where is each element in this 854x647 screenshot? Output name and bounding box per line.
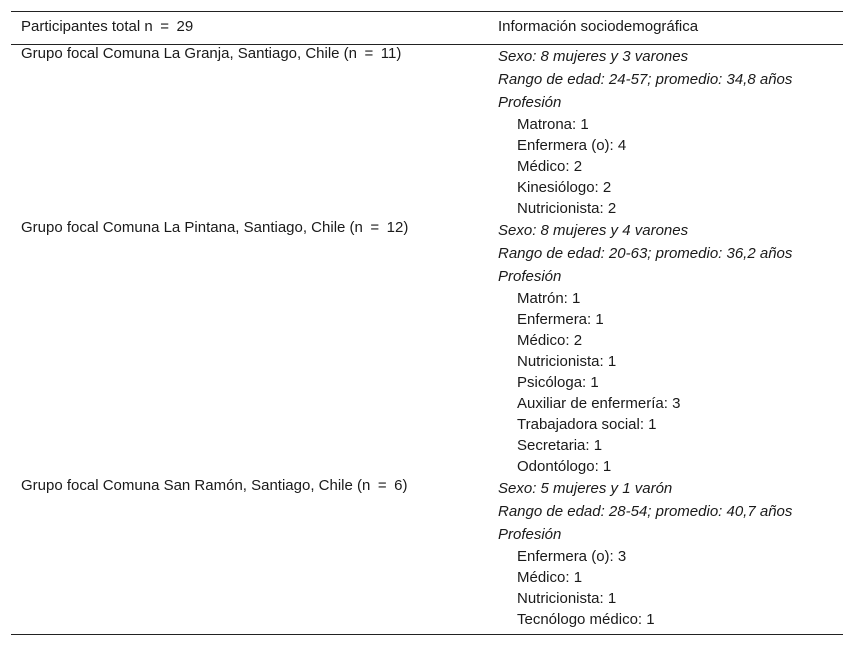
group-age: Rango de edad: 20-63; promedio: 36,2 años <box>498 245 793 262</box>
profession-item: Enfermera (o): 4 <box>517 137 627 154</box>
group-age: Rango de edad: 28-54; promedio: 40,7 años <box>498 503 793 520</box>
profession-item: Psicóloga: 1 <box>517 374 599 391</box>
group-sex: Sexo: 8 mujeres y 4 varones <box>498 222 689 239</box>
profession-item: Trabajadora social: 1 <box>517 416 657 433</box>
group-name: Grupo focal Comuna La Granja, Santiago, Chile (n = 11) <box>21 45 402 62</box>
profession-item: Secretaria: 1 <box>517 437 603 454</box>
profession-item: Matrona: 1 <box>517 116 589 133</box>
profession-item: Enfermera (o): 3 <box>517 548 627 565</box>
profession-item: Médico: 2 <box>517 332 583 349</box>
table-header <box>11 12 843 44</box>
profession-item: Médico: 2 <box>517 158 583 175</box>
group-name: Grupo focal Comuna San Ramón, Santiago, Chile (n = 6) <box>21 477 408 494</box>
group-profession-label: Profesión <box>498 268 562 285</box>
participants-table <box>11 11 843 45</box>
group-profession-label: Profesión <box>498 94 562 111</box>
profession-item: Enfermera: 1 <box>517 311 604 328</box>
profession-item: Matrón: 1 <box>517 290 581 307</box>
profession-item: Auxiliar de enfermería: 3 <box>517 395 681 412</box>
profession-item: Kinesiólogo: 2 <box>517 179 612 196</box>
group-profession-label: Profesión <box>498 526 562 543</box>
group-name: Grupo focal Comuna La Pintana, Santiago, Chile (n = 12) <box>21 219 409 236</box>
group-age: Rango de edad: 24-57; promedio: 34,8 años <box>498 71 793 88</box>
group-sex: Sexo: 5 mujeres y 1 varón <box>498 480 673 497</box>
header-participants: Participantes total n = 29 <box>21 18 194 35</box>
profession-item: Tecnólogo médico: 1 <box>517 611 655 628</box>
profession-item: Nutricionista: 1 <box>517 590 617 607</box>
group-info <box>498 477 838 630</box>
group-sex: Sexo: 8 mujeres y 3 varones <box>498 48 689 65</box>
group-info <box>498 45 838 219</box>
header-sociodemographic: Información sociodemográfica <box>498 18 699 35</box>
profession-item: Odontólogo: 1 <box>517 458 612 475</box>
group-info <box>498 219 838 477</box>
profession-item: Nutricionista: 2 <box>517 200 617 217</box>
profession-item: Médico: 1 <box>517 569 583 586</box>
profession-item: Nutricionista: 1 <box>517 353 617 370</box>
table-bottom-rule <box>11 634 843 635</box>
